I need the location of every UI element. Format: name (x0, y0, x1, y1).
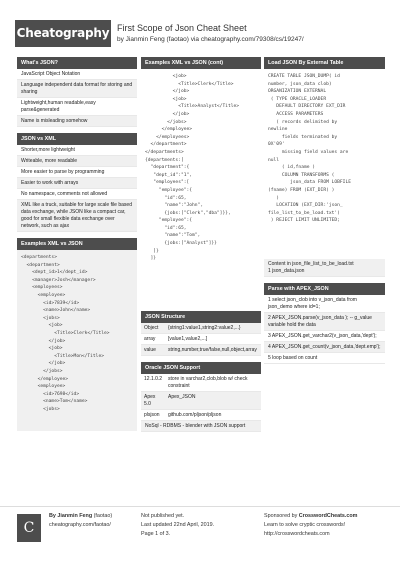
table-value: github.com/pljson/pljson (168, 411, 222, 418)
code-block: <job> <Title>Clerk</Title> </job> <job> <Title>Analyst</Title> </job> </jobs> </employee> </employees> </department> </departments> {departments:[ "department":{ "dept_id":"1", "employees":[ "employee":{ "id":65, "name":"John", {jobs:["Clerk","dba"]}}, "employee":{ "id":65, "name":"Tom", {jobs:["Analyst"]}} ]} ]} (141, 69, 261, 305)
list-item: 5 loop based on count (264, 353, 385, 364)
list-item: 2 APEX_JSON.parse(v_json_data ); -- g_value variable hold the data (264, 313, 385, 331)
section-whats-json (17, 57, 137, 127)
sheet-header (0, 0, 400, 55)
page-number: Page 1 of 3. (141, 531, 171, 537)
list-item: Lightweight,human readable,easy parse&generated (17, 98, 137, 116)
table-value: Apex_JSON (168, 393, 196, 400)
section-heading: JSON Structure (141, 311, 261, 323)
table-value: {string1:value1,string2:value2,...} (168, 324, 241, 331)
section-oracle-json-support (141, 362, 261, 432)
code-block: CREATE TABLE JSON_DUMP( id number, json_data clob) ORGANIZATION EXTERNAL ( TYPE ORACLE_LOADER DEFAULT DIRECTORY EXT_DIR ACCESS PARAMETERS ( records delimited by newline fields terminated by 0X'09' missing field values are null ( id,fname ) COLUMN TRANSFORMS ( json_data FROM LOBFILE (fname) FROM (EXT_DIR) ) ) LOCATION (EXT_DIR:'json_ file_list_to_be_load.txt') ) REJECT LIMIT UNLIMITED; (264, 69, 385, 259)
column-2 (141, 57, 261, 438)
table-key: value (144, 346, 156, 353)
list-item: 3 APEX_JSON.get_varchar2(v_json_data,'dept'); (264, 331, 385, 342)
table-row (141, 323, 261, 334)
sponsor-tagline: Learn to solve cryptic crosswords! (264, 522, 346, 528)
section-heading: Load JSON By External Table (264, 57, 385, 69)
sponsor-info (264, 512, 357, 539)
sponsor-link[interactable]: http://crosswordcheats.com (264, 531, 330, 537)
table-row: NoSql - RDBMS - blender with JSON support (141, 421, 261, 432)
sponsor-name[interactable]: CrosswordCheats.com (298, 513, 358, 519)
table-key: Apex 5.0 (144, 393, 156, 407)
author-info (49, 512, 112, 530)
list-item: Shorter,more lightweight (17, 145, 137, 156)
author-link[interactable]: cheatography.com/faotao/ (49, 522, 111, 528)
section-parse-with-apex (264, 283, 385, 364)
section-examples-cont (141, 57, 261, 305)
table-key: 12.1.0.2 (144, 375, 163, 382)
page-title: First Scope of Json Cheat Sheet (117, 23, 247, 33)
note-row: Content in json_file_list_to_be_load.txt 1 json_data.json (264, 259, 385, 277)
list-item: No namespace, comments not allowed (17, 189, 137, 200)
sponsor-prefix: Sponsored by (264, 513, 299, 519)
list-item: 4 APEX_JSON.get_count(v_json_data,'dept.emp'); (264, 342, 385, 353)
list-item: Language independent data format for storing and sharing (17, 80, 137, 98)
table-row (141, 334, 261, 345)
author-name: By Jianmin Feng (49, 513, 93, 519)
list-item: More easier to parse by programming (17, 167, 137, 178)
column-1 (17, 57, 137, 437)
sheet-footer (0, 506, 400, 566)
table-key: plsjson (144, 411, 160, 418)
list-item: JavaScript Object Notation (17, 69, 137, 80)
published-status: Not published yet. (141, 513, 185, 519)
table-row (141, 374, 261, 392)
table-value: [value1,value2,...] (168, 335, 208, 342)
table-value: string,number,true/false,null,object,array (168, 346, 257, 353)
section-heading: JSON vs XML (17, 133, 137, 145)
publish-info (141, 512, 214, 539)
section-heading: Parse with APEX_JSON (264, 283, 385, 295)
section-heading: Oracle JSON Support (141, 362, 261, 374)
table-row (141, 345, 261, 356)
page-subtitle[interactable]: by Jianmin Feng (faotao) via cheatography.com/79308/cs/19247/ (117, 36, 304, 43)
table-key: array (144, 335, 156, 342)
section-heading: What's JSON? (17, 57, 137, 69)
list-item: Writeable, more readable (17, 156, 137, 167)
last-updated: Last updated 22nd April, 2019. (141, 522, 215, 528)
code-block: <departments> <department> <dept_id>1</dept_id> <manager>Josh</manager> <employees> <employee> <id>7839</id> <name>John</name> <jobs> <job> <Title>Clerk</Title> </job> <job> <Title>Mon</Title> </job> </jobs> </employee> <employee> <id>7698</id> <name>Tom</name> <jobs> (17, 250, 137, 431)
cheatography-footer-logo: C (17, 514, 41, 542)
table-value: store in varchar2,clob,blob w/ check constraint (168, 375, 248, 389)
section-heading: Examples XML vs JSON (17, 238, 137, 250)
list-item: Easier to work with arrays (17, 178, 137, 189)
list-item: Name is misleading somehow (17, 116, 137, 127)
section-heading: Examples XML vs JSON (cont) (141, 57, 261, 69)
list-item: XML like a truck, suitable for large scale file based data exchange, while JSON like a compact car, good for small flexible data exchange over network, such as ajax (17, 200, 137, 232)
table-row (141, 410, 261, 421)
section-examples-xml-vs-json (17, 238, 137, 431)
column-3 (264, 57, 385, 370)
table-row (141, 392, 261, 410)
section-json-vs-xml (17, 133, 137, 232)
list-item: 1 select json_clob into v_json_data from json_demo where id=1; (264, 295, 385, 313)
cheatography-logo[interactable]: Cheatography (15, 20, 111, 47)
author-handle: (faotao) (93, 513, 113, 519)
section-json-structure (141, 311, 261, 356)
table-key: Object (144, 324, 159, 331)
section-load-json (264, 57, 385, 277)
